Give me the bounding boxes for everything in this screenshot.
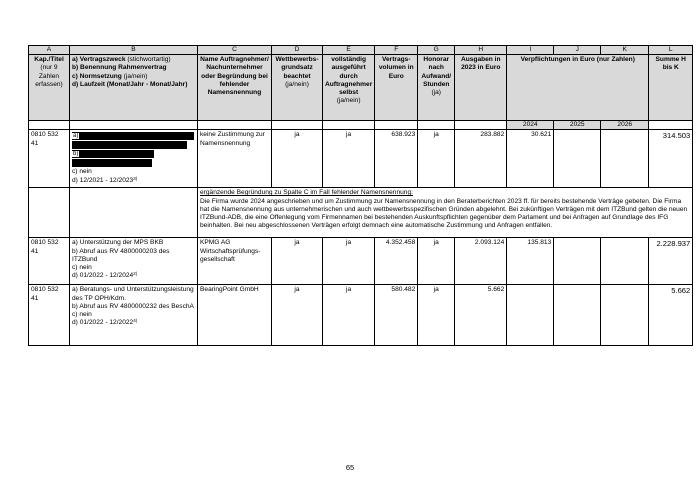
selbst-value: ja (323, 285, 375, 346)
vertragsvolumen-value: 580.482 (375, 285, 418, 346)
header-ausgaben-2023: Ausgaben in 2023 in Euro (455, 55, 507, 121)
page-number: 65 (345, 463, 355, 472)
header-wettbewerb: Wettbewerbs-grundsatz beachtet (ja/nein) (272, 55, 323, 121)
year-2026: 2026 (601, 121, 649, 130)
column-letter-row (29, 46, 693, 55)
verpflichtung-2024 (507, 285, 554, 346)
col-letter: K (601, 46, 649, 55)
selbst-value: ja (323, 130, 375, 188)
col-letter: G (418, 46, 455, 55)
col-letter: J (554, 46, 601, 55)
year-2024: 2024 (507, 121, 554, 130)
year-2025: 2025 (554, 121, 601, 130)
consultant-contracts-table (28, 45, 693, 346)
col-letter: B (70, 46, 198, 55)
col-letter: C (198, 46, 272, 55)
header-auftragnehmer: Name Auftragnehmer/ Nachunternehmer oder Begründung bei fehlender Namensnennung (198, 55, 272, 121)
redaction-bar (72, 159, 152, 167)
col-letter: A (29, 46, 70, 55)
selbst-value: ja (323, 238, 375, 285)
header-vertrag: a) Vertragszweck (stichwortartig) b) Benennung Rahmenvertrag c) Normsetzung (ja/nein) d) Laufzeit (Monat/Jahr - Monat/Jahr) (70, 55, 198, 121)
table-row (29, 130, 693, 188)
verpflichtung-2024: 30.621 (507, 130, 554, 188)
ausgaben-2023-value: 2.093.124 (455, 238, 507, 285)
col-letter: H (455, 46, 507, 55)
supplement-row (29, 188, 693, 238)
vertrag-details: a) b) c) nein d) 12/2021 - 12/2023$^{3)}$ (70, 130, 198, 188)
verpflichtung-2025 (554, 238, 601, 285)
vertragsvolumen-value: 4.352.458 (375, 238, 418, 285)
header-honorar: Honorar nach Aufwand/ Stunden (ja) (418, 55, 455, 121)
col-letter: E (323, 46, 375, 55)
ausgaben-2023-value: 5.662 (455, 285, 507, 346)
redaction-bar: b) (72, 150, 154, 158)
wettbewerb-value: ja (272, 285, 323, 346)
honorar-value: ja (418, 285, 455, 346)
verpflichtung-2025 (554, 285, 601, 346)
verpflichtung-2025 (554, 130, 601, 188)
col-letter: D (272, 46, 323, 55)
col-letter: I (507, 46, 554, 55)
kap-titel: 0810 532 41 (29, 285, 70, 346)
auftragnehmer: BearingPoint GmbH (198, 285, 272, 346)
header-selbst-ausgefuehrt: vollständig ausgeführt durch Auftragnehmer selbst (ja/nein) (323, 55, 375, 121)
year-row (29, 121, 693, 130)
summe-value: 314.503 (649, 130, 693, 188)
wettbewerb-value: ja (272, 130, 323, 188)
verpflichtung-2024: 135.813 (507, 238, 554, 285)
verpflichtung-2026 (601, 130, 649, 188)
redaction-bar: a) (72, 132, 194, 140)
auftragnehmer: KPMG AG Wirtschaftsprüfungs-gesellschaft (198, 238, 272, 285)
header-summe: Summe H bis K (649, 55, 693, 121)
table-row (29, 238, 693, 285)
vertrag-details: a) Unterstützung der MPS BKB b) Abruf aus RV 4800000203 des ITZBund c) nein d) 01/2022 - 12/2024$^{2)}$ (70, 238, 198, 285)
header-kap-titel: Kap./Titel (nur 9 Zahlen erfassen) (29, 55, 70, 121)
verpflichtung-2026 (601, 238, 649, 285)
vertrag-details: a) Beratungs- und Unterstützungsleistung des TP OPH/Kdm. b) Abruf aus RV 4800000232 des BeschA c) nein d) 01/2022 - 12/2022$^{4)}$ (70, 285, 198, 346)
wettbewerb-value: ja (272, 238, 323, 285)
summe-value: 2.228.937 (649, 238, 693, 285)
honorar-value: ja (418, 130, 455, 188)
kap-titel: 0810 532 41 (29, 238, 70, 285)
honorar-value: ja (418, 238, 455, 285)
supplement-text: ergänzende Begründung zu Spalte C im Fall fehlender Namensnennung: Die Firma wurde 2024 angeschrieben und um Zustimmung zur Namensnennung in den Beraterberichten 2023 ff. für bereits bestehende Verträge gebeten. Die Firma hat die Namensnennung aus unternehmerischen und auch wettbewerbsspezifischen Gründen abgelehnt. Bei zukünftigen Verträgen mit dem ITZBund gelten die neuen ITZBund-ADB, die eine Offenlegung vom Firmennamen bei bestehenden Auskunftspflichten gegenüber dem Parlament und bei Anfragen auf Grundlage des IFG beinhalten. Bei neu abgeschlossenen Verträgen erfolgt demnach eine automatische Zustimmung und Anfragen entfallen. (198, 188, 693, 238)
kap-titel: 0810 532 41 (29, 130, 70, 188)
col-letter: F (375, 46, 418, 55)
auftragnehmer: keine Zustimmung zur Namensnennung (198, 130, 272, 188)
vertragsvolumen-value: 638.923 (375, 130, 418, 188)
redaction-bar (72, 141, 187, 149)
header-vertragsvolumen: Vertrags-volumen in Euro (375, 55, 418, 121)
header-row (29, 55, 693, 121)
header-verpflichtungen: Verpflichtungen in Euro (nur Zahlen) (507, 55, 649, 121)
verpflichtung-2026 (601, 285, 649, 346)
summe-value: 5.662 (649, 285, 693, 346)
table-row (29, 285, 693, 346)
ausgaben-2023-value: 283.882 (455, 130, 507, 188)
col-letter: L (649, 46, 693, 55)
